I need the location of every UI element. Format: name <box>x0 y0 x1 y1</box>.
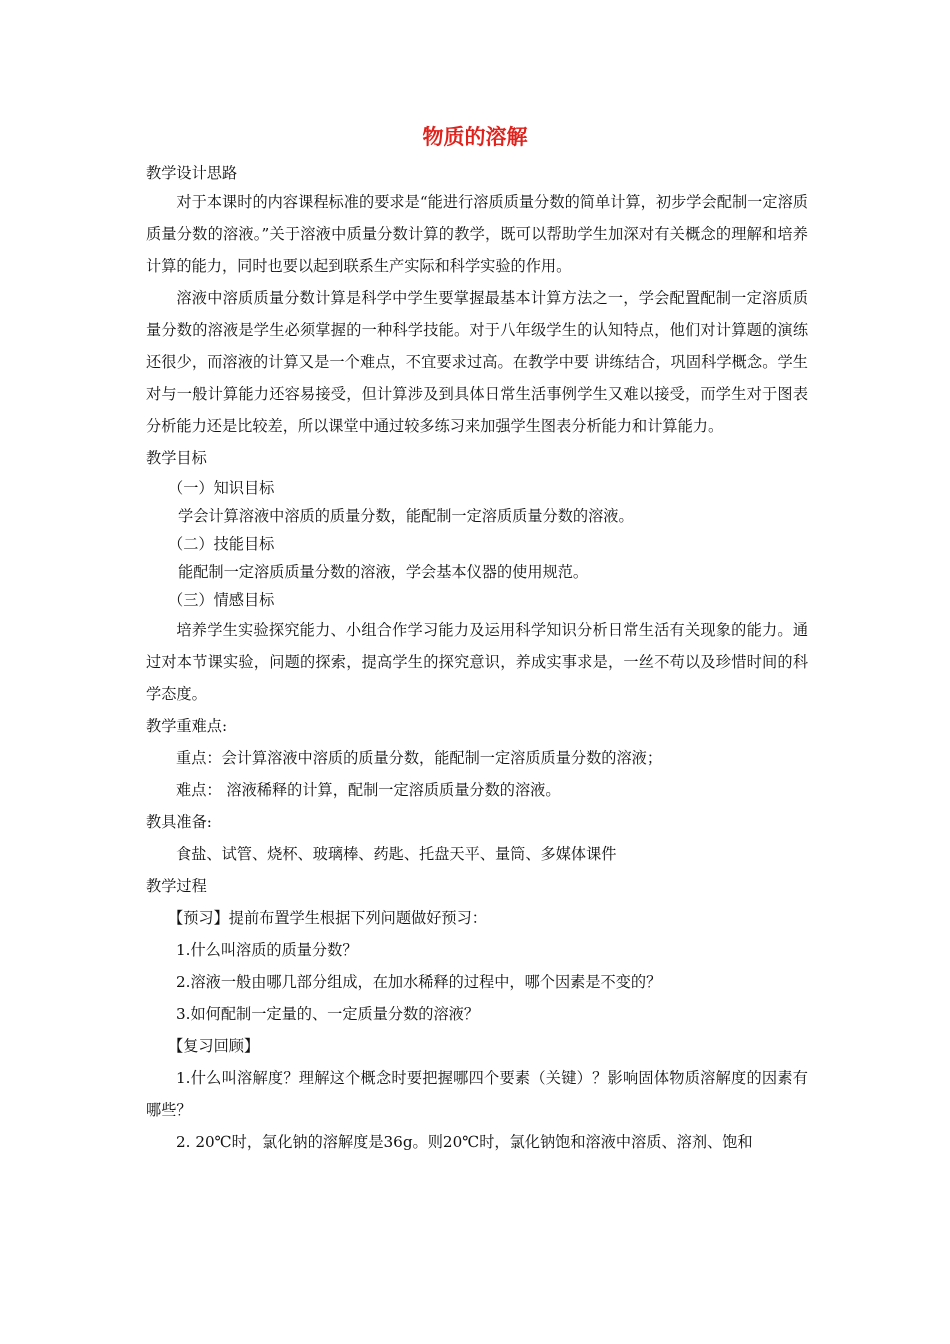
preview-item-3: 3.如何配制一定量的、一定质量分数的溶液？ <box>176 1005 480 1023</box>
goal-knowledge-text: 学会计算溶液中溶质的质量分数，能配制一定溶质质量分数的溶液。 <box>178 507 634 525</box>
goal-skill-text: 能配制一定溶质质量分数的溶液，学会基本仪器的使用规范。 <box>178 563 589 581</box>
design-paragraph-1: 对于本课时的内容课程标准的要求是“能进行溶质质量分数的简单计算，初步学会配制一定溶质质量分数的溶液。”关于溶液中质量分数计算的教学，既可以帮助学生加深对有关概念的理解和培养计算的能力，同时也要以起到联系生产实际和科学实验的作用。 <box>146 193 808 275</box>
design-paragraph-2: 溶液中溶质质量分数计算是科学中学生要掌握最基本计算方法之一，学会配置配制一定溶质质量分数的溶液是学生必须掌握的一种科学技能。对于八年级学生的认知特点，他们对计算题的演练还很少，而溶液的计算又是一个难点，不宜要求过高。在教学中要 讲练结合，巩固科学概念。学生对与一般计算能力还容易接受，但计算涉及到具体日常生活事例学生又难以接受，而学生对于图表分析能力还是比较差，所以课堂中通过较多练习来加强学生图表分析能力和计算能力。 <box>146 289 808 435</box>
goal-emotion-label: （三）情感目标 <box>168 591 275 609</box>
review-heading: 【复习回顾】 <box>168 1037 260 1055</box>
section-heading-materials: 教具准备: <box>146 813 212 831</box>
preview-intro: 【预习】提前布置学生根据下列问题做好预习： <box>168 909 487 927</box>
materials-list: 食盐、试管、烧杯、玻璃棒、药匙、托盘天平、量筒、多媒体课件 <box>176 845 617 863</box>
section-heading-goals: 教学目标 <box>146 449 207 467</box>
section-heading-design: 教学设计思路 <box>146 164 238 182</box>
page-title: 物质的溶解 <box>422 124 528 149</box>
goal-knowledge-label: （一）知识目标 <box>168 479 275 497</box>
review-item-1: 1.什么叫溶解度？理解这个概念时要把握哪四个要素（关键）？影响固体物质溶解度的因素有哪些？ <box>146 1069 808 1119</box>
section-heading-key-points: 教学重难点: <box>146 717 228 735</box>
review-item-2: 2. 20℃时，氯化钠的溶解度是36g。则20℃时，氯化钠饱和溶液中溶质、溶剂、饱和 <box>176 1133 753 1151</box>
document-body <box>146 160 808 1158</box>
preview-item-1: 1.什么叫溶质的质量分数？ <box>176 941 358 959</box>
difficult-point: 难点： 溶液稀释的计算，配制一定溶质质量分数的溶液。 <box>176 781 561 799</box>
goal-emotion-text: 培养学生实验探究能力、小组合作学习能力及运用科学知识分析日常生活有关现象的能力。通过对本节课实验，问题的探索，提高学生的探究意识，养成实事求是，一丝不苟以及珍惜时间的科学态度。 <box>146 621 808 703</box>
key-point: 重点：会计算溶液中溶质的质量分数，能配制一定溶质质量分数的溶液； <box>176 749 662 767</box>
section-heading-process: 教学过程 <box>146 877 207 895</box>
preview-item-2: 2.溶液一般由哪几部分组成，在加水稀释的过程中，哪个因素是不变的？ <box>176 973 662 991</box>
goal-skill-label: （二）技能目标 <box>168 535 275 553</box>
